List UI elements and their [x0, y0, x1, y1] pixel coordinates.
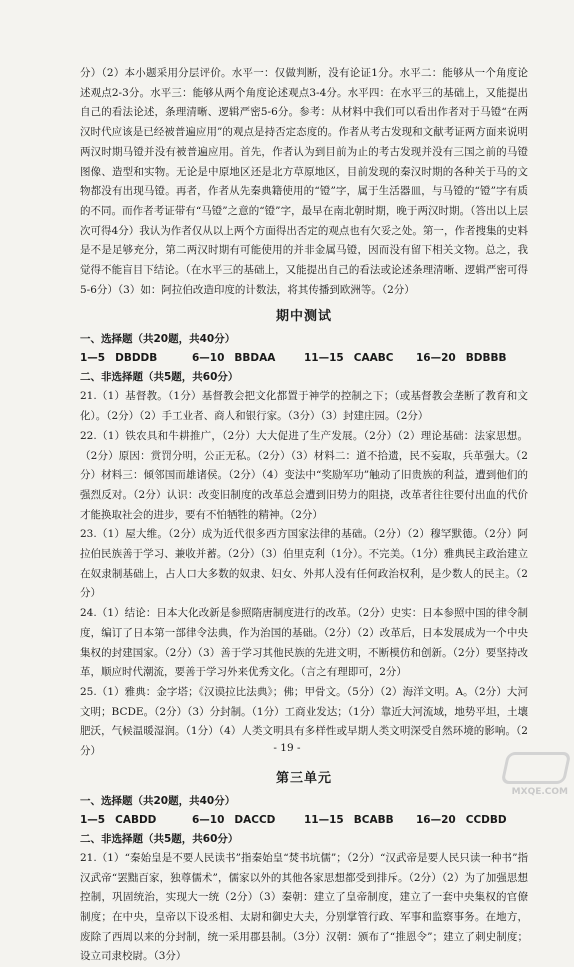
- answer-23: 23.（1）屋大维。（2分）成为近代很多西方国家法律的基础。（2分）（2）穆罕默德。（2分）阿拉伯民族善于学习、兼收并蓄。（2分）（3）伯里克利（1分）。不完美。（1分）雅典民主政治建立在奴隶制基础上，占人口大多数的奴隶、妇女、外邦人没有任何政治权利，是少数人的民主。（2分）: [80, 528, 528, 600]
- mc-range: 1—5: [80, 813, 106, 826]
- mc-answers: DBDDB: [115, 352, 158, 365]
- watermark-logo-icon: [501, 752, 572, 784]
- unit3-title: 第三单元: [275, 770, 332, 786]
- midterm-mc-answers: [80, 349, 528, 368]
- midterm-title: 期中测试: [275, 309, 332, 325]
- midterm-part1-heading: 一、选择题（共20题，共40分）: [80, 333, 236, 346]
- answer-page: [80, 64, 528, 967]
- mc-group: [192, 349, 304, 368]
- site-watermark: [478, 752, 568, 797]
- unit3-answer-21: 21.（1）“秦始皇是不要人民读书”指秦始皇“焚书坑儒”；（2分）“汉武帝是要人民只读一种书”指汉武帝“罢黜百家，独尊儒术”，儒家以外的其他各家思想都受到排斥。（2分）（2）为了加强思想控制，巩固统治，实现大一统（2分）（3）秦朝：建立了皇帝制度，建立了一套中央集权的官僚制度；在中央，皇帝以下设丞相、太尉和御史大夫，分别掌管行政、军事和监察事务。在地方，废除了西周以来的分封制，统一采用郡县制。（3分）汉朝：颁布了“推恩令”；建立了刺史制度；设立司隶校尉。（3分）: [80, 851, 528, 963]
- mc-range: 6—10: [192, 813, 225, 826]
- mc-range: 1—5: [80, 352, 106, 365]
- mc-answers: BDBBB: [465, 352, 507, 365]
- answer-21: 21.（1）基督教。（1分）基督教会把文化都置于神学的控制之下；（或基督教会垄断了教育和文化）。（2分）（2）手工业者、商人和银行家。（3分）（3）封建庄园。（2分）: [80, 390, 528, 423]
- mc-group: [304, 349, 416, 368]
- answer-24: 24.（1）结论：日本大化改新是参照隋唐制度进行的改革。（2分）史实：日本参照中国的律令制度，编订了日本第一部律令法典，作为治国的基础。（2分）（2）改革后，日本发展成为一个中央集权的封建国家。（2分）（3）善于学习其他民族的先进文明，不断模仿和创新。（2分）要坚持改革，顺应时代潮流，要善于学习外来优秀文化。（言之有理即可，2分）: [80, 607, 528, 679]
- mc-range: 16—20: [416, 813, 456, 826]
- mc-answers: DACCD: [234, 813, 276, 826]
- mc-group: [80, 811, 192, 830]
- unit3-part2-heading: 二、非选择题（共5题，共60分）: [80, 832, 239, 845]
- mc-answers: CAABC: [353, 352, 394, 365]
- answer-22: 22.（1）铁农具和牛耕推广，（2分）大大促进了生产发展。（2分）（2）理论基础：法家思想。（2分）原因：赏罚分明，公正无私。（2分）（3）材料二：道不拾遗，民不妄取，兵革强大。（2分）材料三：倾邻国而雄诸侯。（2分）（4）变法中“奖励军功”触动了旧贵族的利益，遭到他们的强烈反对。（2分）认识：改变旧制度的改革总会遭到旧势力的阻挠，改革者往往要付出血的代价才能换取社会的进步，要有不怕牺牲的精神。（2分）: [80, 429, 528, 521]
- intro-paragraph: 分）（2）本小题采用分层评价。水平一：仅做判断，没有论证1分。水平二：能够从一个角度论述观点2-3分。水平三：能够从两个角度论述观点3-4分。水平四：在水平三的基础上，又能提出自己的看法论述，条理清晰、逻辑严密5-6分。参考：从材料中我们可以看出作者对于马镫“在两汉时代应该是已经被普遍应用”的观点是持否定态度的。作者从考古发现和文献考证两方面来说明两汉时期马镫并没有被普遍应用。首先，作者认为到目前为止的考古发现并没有三国之前的马镫图像、造型和实物。无论是中原地区还是北方草原地区，目前发现的秦汉时期的各种关于马的文物都没有出现马镫。再者，作者从先秦典籍使用的“镫”字，属于生活器皿，与马镫的“镫”字有质的不同。而作者考证带有“马镫”之意的“镫”字，最早在南北朝时期，晚于两汉时期。（答出以上层次可得4分）我认为作者仅从以上两个方面得出否定的观点也有欠妥之处。第一，作者搜集的史料是不是足够充分，第二两汉时期有可能使用的并非金属马镫，因而没有留下相关文物。总之，我觉得不能盲目下结论。（在水平三的基础上，又能提出自己的看法或论述条理清晰、逻辑严密可得5-6分）（3）如：阿拉伯改造印度的计数法，将其传播到欧洲等。（2分）: [80, 67, 528, 296]
- mc-answers: CCDBD: [465, 813, 507, 826]
- mc-group: [80, 349, 192, 368]
- mc-group: [416, 349, 528, 368]
- unit3-mc-answers: [80, 811, 528, 830]
- answer-25: 25.（1）雅典：金字塔；《汉谟拉比法典》；佛；甲骨文。（5分）（2）海洋文明。A。（2分）大河文明；BCDE。（2分）（3）分封制。（1分）工商业发达；（1分）靠近大河流域，地势平坦，土壤肥沃，气候温暖湿润。（1分）（4）人类文明具有多样性或早期人类文明深受自然环境的影响。（2分）: [80, 685, 528, 758]
- mc-answers: CABDD: [115, 813, 157, 826]
- midterm-part2-heading: 二、非选择题（共5题，共60分）: [80, 371, 239, 384]
- mc-group: [304, 811, 416, 830]
- mc-range: 11—15: [304, 352, 344, 365]
- page-number: - 19 -: [273, 742, 301, 754]
- mc-range: 16—20: [416, 352, 456, 365]
- mc-range: 6—10: [192, 352, 225, 365]
- mc-group: [192, 811, 304, 830]
- intro-section: [80, 64, 528, 300]
- mc-answers: BCABB: [353, 813, 394, 826]
- mc-answers: BBDAA: [234, 352, 276, 365]
- mc-group: [416, 811, 528, 830]
- unit3-part1-heading: 一、选择题（共20题，共40分）: [80, 794, 236, 807]
- mc-range: 11—15: [304, 813, 344, 826]
- watermark-text: MXQE.COM: [511, 787, 568, 797]
